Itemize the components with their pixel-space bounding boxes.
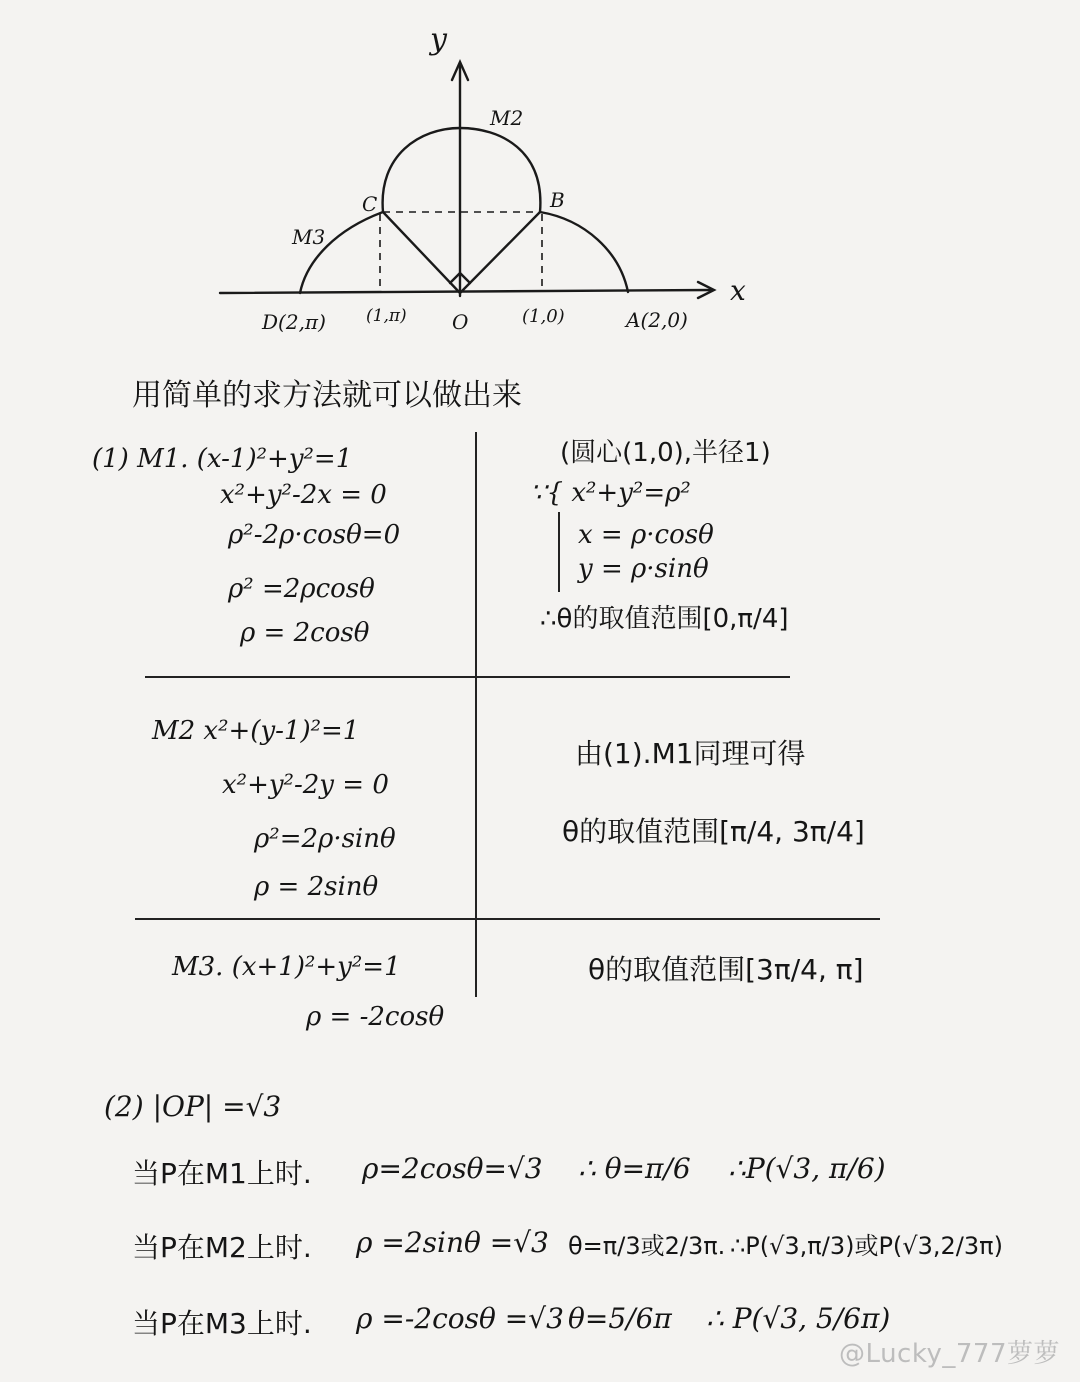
p2-row2-a: 当P在M2上时. [132, 1231, 312, 1264]
m3-line-2: ρ = -2cosθ [306, 1002, 445, 1032]
p2-row3-b: ρ =-2cosθ =√3 [356, 1302, 564, 1335]
p2-row2-b: ρ =2sinθ =√3 [356, 1226, 549, 1259]
part2-head: (2) |OP| =√3 [104, 1090, 282, 1123]
seg-OB [460, 212, 540, 293]
m1-right-1: (圆心(1,0),半径1) [560, 438, 771, 468]
label-D: D(2,π) [262, 310, 326, 334]
m3-right-1: θ的取值范围[3π/4, π] [588, 953, 864, 986]
m1-right-4: y = ρ·sinθ [578, 554, 709, 584]
m3-line-1: M3. (x+1)²+y²=1 [172, 952, 401, 982]
label-B: B [550, 188, 565, 212]
p2-row1-a: 当P在M1上时. [132, 1157, 312, 1190]
m2-line-3: ρ²=2ρ·sinθ [254, 824, 396, 854]
m1-line-5: ρ = 2cosθ [240, 618, 370, 648]
p2-row2-c: θ=π/3或2/3π. [568, 1232, 726, 1260]
p2-row3-a: 当P在M3上时. [132, 1307, 312, 1340]
seg-OC [383, 212, 460, 293]
m1-right-2: ∵{ x²+y²=ρ² [530, 478, 691, 508]
m2-line-2: x²+y²-2y = 0 [222, 770, 389, 800]
p2-row3-c: θ=5/6π [568, 1302, 672, 1335]
m1-right-5: ∴θ的取值范围[0,π/4] [540, 604, 789, 634]
table-vertical-divider [475, 432, 477, 997]
intro-note: 用简单的求方法就可以做出来 [132, 378, 522, 413]
brace-stroke [558, 512, 560, 592]
watermark: @Lucky_777萝萝 [839, 1339, 1060, 1369]
label-M3: M3 [292, 225, 326, 249]
m2-right-2: θ的取值范围[π/4, 3π/4] [562, 815, 865, 848]
label-C: C [362, 192, 378, 216]
x-axis [220, 290, 712, 293]
label-one: (1,0) [522, 306, 565, 327]
arc-M2 [383, 128, 541, 212]
m1-line-1: (1) M1. (x-1)²+y²=1 [92, 444, 353, 474]
m1-line-3: ρ²-2ρ·cosθ=0 [228, 520, 401, 550]
p2-row1-d: ∴P(√3, π/6) [728, 1152, 886, 1185]
table-divider-1 [145, 676, 790, 678]
label-O: O [452, 310, 469, 334]
m1-right-3: x = ρ·cosθ [578, 520, 714, 550]
m2-right-1: 由(1).M1同理可得 [575, 737, 806, 770]
y-axis-label: y [430, 22, 447, 57]
p2-row2-d: ∴P(√3,π/3)或P(√3,2/3π) [730, 1232, 1003, 1260]
p2-row1-c: ∴ θ=π/6 [578, 1152, 691, 1185]
label-neg1: (1,π) [366, 306, 407, 326]
m2-line-1: M2 x²+(y-1)²=1 [152, 716, 360, 746]
p2-row1-b: ρ=2cosθ=√3 [362, 1152, 543, 1185]
label-M2: M2 [490, 106, 524, 130]
m1-line-2: x²+y²-2x = 0 [220, 480, 387, 510]
polar-graph [0, 0, 1080, 340]
x-axis-label: x [730, 274, 746, 307]
arc-M1 [540, 212, 628, 292]
label-A: A(2,0) [626, 308, 688, 332]
m1-line-4: ρ² =2ρcosθ [228, 574, 375, 604]
p2-row3-d: ∴ P(√3, 5/6π) [706, 1302, 891, 1335]
m2-line-4: ρ = 2sinθ [254, 872, 379, 902]
table-divider-2 [135, 918, 880, 920]
